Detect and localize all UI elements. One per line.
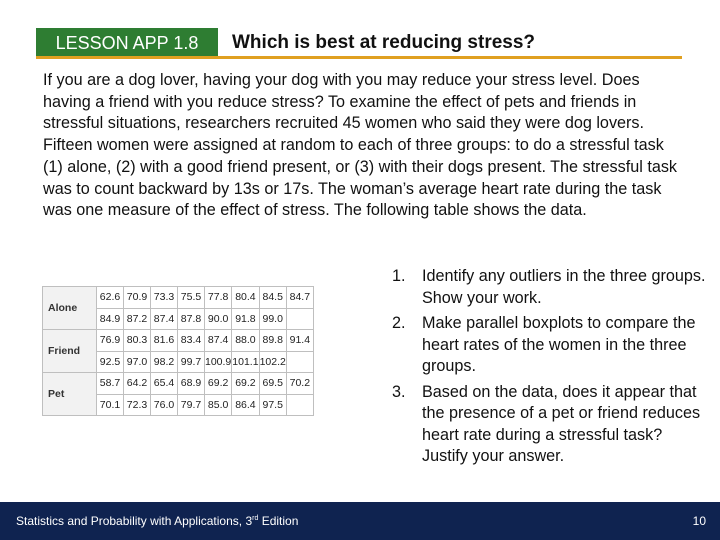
table-cell: 101.1	[232, 351, 259, 373]
table-cell: 80.4	[232, 287, 259, 309]
table-row	[43, 287, 314, 309]
table-cell: 89.8	[259, 330, 286, 352]
table-cell: 97.5	[259, 394, 286, 416]
page-number: 10	[692, 514, 706, 528]
table-cell: 90.0	[205, 308, 232, 330]
table-cell: 76.9	[97, 330, 124, 352]
book-title-main: Statistics and Probability with Applications, 3	[16, 514, 253, 528]
lesson-tag: LESSON APP 1.8	[36, 28, 218, 58]
header-divider	[36, 56, 682, 59]
table-cell: 84.7	[286, 287, 313, 309]
question-number: 3.	[392, 382, 406, 401]
slide-title: Which is best at reducing stress?	[232, 32, 536, 53]
table-cell: 80.3	[124, 330, 151, 352]
group-label: Pet	[43, 373, 97, 416]
table-cell: 58.7	[97, 373, 124, 395]
table-cell: 102.2	[259, 351, 286, 373]
book-title-edition: Edition	[258, 514, 299, 528]
table-row	[43, 330, 314, 352]
book-title-superscript: rd	[252, 515, 259, 522]
table-cell: 64.2	[124, 373, 151, 395]
question-number: 1.	[392, 267, 406, 285]
table-cell	[286, 351, 313, 373]
table-cell: 87.4	[205, 330, 232, 352]
table-cell: 77.8	[205, 287, 232, 309]
question-item	[386, 382, 706, 468]
question-item	[386, 313, 706, 378]
table-cell: 62.6	[97, 287, 124, 309]
slide-footer	[0, 502, 720, 540]
table-cell	[286, 394, 313, 416]
question-text: Make parallel boxplots to compare the heart rates of the women in the three groups.	[422, 314, 696, 375]
table-cell: 81.6	[151, 330, 178, 352]
table-cell: 86.4	[232, 394, 259, 416]
table-cell: 100.9	[205, 351, 232, 373]
table-cell: 72.3	[124, 394, 151, 416]
table-cell: 68.9	[178, 373, 205, 395]
table-row	[43, 373, 314, 395]
question-item	[386, 266, 706, 309]
table-cell: 69.2	[205, 373, 232, 395]
table-cell: 91.4	[286, 330, 313, 352]
table-cell: 99.7	[178, 351, 205, 373]
table-cell: 87.4	[151, 308, 178, 330]
table-cell: 87.2	[124, 308, 151, 330]
group-label: Friend	[43, 330, 97, 373]
heart-rate-table	[42, 286, 314, 416]
table-cell: 97.0	[124, 351, 151, 373]
table-cell: 99.0	[259, 308, 286, 330]
table-cell: 92.5	[97, 351, 124, 373]
question-list	[386, 266, 706, 472]
table-cell	[286, 308, 313, 330]
question-text: Identify any outliers in the three groups. Show your work.	[422, 267, 706, 307]
table-cell: 70.2	[286, 373, 313, 395]
table-cell: 91.8	[232, 308, 259, 330]
group-label: Alone	[43, 287, 97, 330]
table-cell: 70.9	[124, 287, 151, 309]
question-number: 2.	[392, 314, 406, 332]
table-body	[43, 287, 314, 416]
table-cell: 79.7	[178, 394, 205, 416]
table-cell: 85.0	[205, 394, 232, 416]
book-title	[16, 514, 298, 528]
question-text: Based on the data, does it appear that the presence of a pet or friend reduces heart rate during a stressful task? Justify your answer.	[422, 382, 701, 465]
table-cell: 87.8	[178, 308, 205, 330]
table-cell: 69.2	[232, 373, 259, 395]
table-cell: 70.1	[97, 394, 124, 416]
table-cell: 76.0	[151, 394, 178, 416]
table-cell: 98.2	[151, 351, 178, 373]
table-cell: 75.5	[178, 287, 205, 309]
table-cell: 69.5	[259, 373, 286, 395]
table-cell: 83.4	[178, 330, 205, 352]
table-cell: 73.3	[151, 287, 178, 309]
table-cell: 84.9	[97, 308, 124, 330]
table-cell: 84.5	[259, 287, 286, 309]
intro-paragraph: If you are a dog lover, having your dog with you may reduce your stress level. Does having a friend with you reduce stress? To examine the effect of pets and friends in stressful situations, researchers recruited 45 women who said they were dog lovers. Fifteen women were assigned at random to each of three groups: to do a stressful task (1) alone, (2) with a good friend present, or (3) with their dogs present. The stressful task was to count backward by 13s or 17s. The woman’s average heart rate during the task was one measure of the effect of stress. The following table shows the data.	[43, 71, 678, 220]
table-cell: 88.0	[232, 330, 259, 352]
table-cell: 65.4	[151, 373, 178, 395]
